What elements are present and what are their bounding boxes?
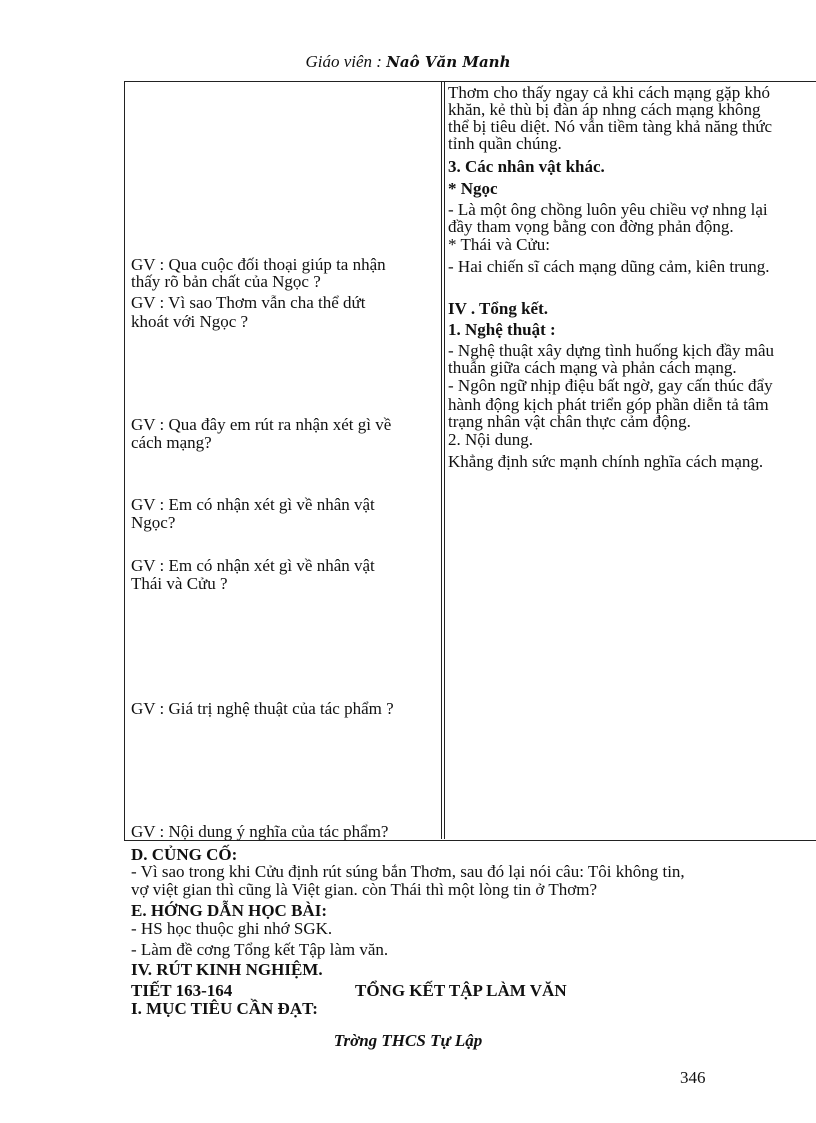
- experience-heading: IV. RÚT KINH NGHIỆM.: [131, 960, 323, 979]
- consolidation-heading: D. CỦNG CỐ:: [131, 845, 238, 864]
- answer-paragraph-line-2: khăn, kẻ thù bị đàn áp nhng cách mạng không: [448, 100, 761, 119]
- thai-line: - Hai chiến sĩ cách mạng dũng cảm, kiên trung.: [448, 257, 770, 276]
- question-4-line-2: Ngọc?: [131, 513, 176, 532]
- content-line: Khẳng định sức mạnh chính nghĩa cách mạng.: [448, 452, 764, 471]
- art-line-2: thuẫn giữa cách mạng và phản cách mạng.: [448, 358, 737, 377]
- section-3-heading: 3. Các nhân vật khác.: [448, 157, 605, 176]
- content-heading: 2. Nội dung.: [448, 430, 533, 449]
- answer-paragraph-line-1: Thơm cho thấy ngay cả khi cách mạng gặp khó: [448, 83, 770, 102]
- table-divider: [441, 81, 442, 839]
- header-label: Giáo viên :: [305, 52, 382, 71]
- lesson-title: TỔNG KẾT TẬP LÀM VĂN: [355, 981, 567, 1000]
- question-7: GV : Nội dung ý nghĩa của tác phẩm?: [131, 822, 389, 841]
- consolidation-line-1: - Vì sao trong khi Cửu định rút súng bắn Thơm, sau đó lại nói câu: Tôi không tin,: [131, 862, 685, 881]
- page-header: [0, 52, 816, 72]
- question-4-line-1: GV : Em có nhận xét gì về nhân vật: [131, 495, 375, 514]
- question-5-line-1: GV : Em có nhận xét gì về nhân vật: [131, 556, 375, 575]
- school-footer: Trờng THCS Tự Lập: [333, 1031, 483, 1050]
- ngoc-heading: * Ngọc: [448, 179, 498, 198]
- answer-paragraph-line-3: thể bị tiêu diệt. Nó vẫn tiềm tàng khả năng thức: [448, 117, 773, 136]
- question-2-line-2: khoát với Ngọc ?: [131, 312, 249, 331]
- art-heading: 1. Nghệ thuật :: [448, 320, 556, 339]
- page-number: 346: [680, 1068, 706, 1087]
- table-divider-inner: [444, 81, 445, 839]
- thai-heading: * Thái và Cửu:: [448, 235, 550, 254]
- ngoc-line-2: đầy tham vọng bằng con đờng phản động.: [448, 217, 734, 236]
- lesson-number: TIẾT 163-164: [131, 981, 233, 1000]
- art-line-5: trạng nhân vật chân thực cảm động.: [448, 412, 691, 431]
- question-5-line-2: Thái và Cửu ?: [131, 574, 228, 593]
- answer-paragraph-line-4: tỉnh quần chúng.: [448, 134, 562, 153]
- consolidation-line-2: vợ việt gian thì cũng là Việt gian. còn Thái thì một lòng tin ở Thơm?: [131, 880, 597, 899]
- section-iv-heading: IV . Tổng kết.: [448, 299, 548, 318]
- teacher-name: Naô Văn Manh: [386, 53, 511, 71]
- question-2-line-1: GV : Vì sao Thơm vẫn cha thể dứt: [131, 293, 366, 312]
- homework-heading: E. HỚNG DẪN HỌC BÀI:: [131, 901, 327, 920]
- question-1-line-2: thấy rõ bản chất của Ngọc ?: [131, 272, 321, 291]
- art-line-3: - Ngôn ngữ nhịp điệu bất ngờ, gay cấn thúc đẩy: [448, 376, 773, 395]
- art-line-4: hành động kịch phát triển góp phần diễn tả tâm: [448, 395, 769, 414]
- objectives-heading: I. MỤC TIÊU CẦN ĐẠT:: [131, 999, 318, 1018]
- art-line-1: - Nghệ thuật xây dựng tình huống kịch đầy mâu: [448, 341, 775, 360]
- question-3-line-1: GV : Qua đây em rút ra nhận xét gì về: [131, 415, 392, 434]
- homework-line-1: - HS học thuộc ghi nhớ SGK.: [131, 919, 333, 938]
- question-3-line-2: cách mạng?: [131, 433, 212, 452]
- ngoc-line-1: - Là một ông chồng luôn yêu chiều vợ nhng lại: [448, 200, 768, 219]
- homework-line-2: - Làm đề cơng Tổng kết Tập làm văn.: [131, 940, 389, 959]
- question-6: GV : Giá trị nghệ thuật của tác phẩm ?: [131, 699, 394, 718]
- question-1-line-1: GV : Qua cuộc đối thoại giúp ta nhận: [131, 255, 386, 274]
